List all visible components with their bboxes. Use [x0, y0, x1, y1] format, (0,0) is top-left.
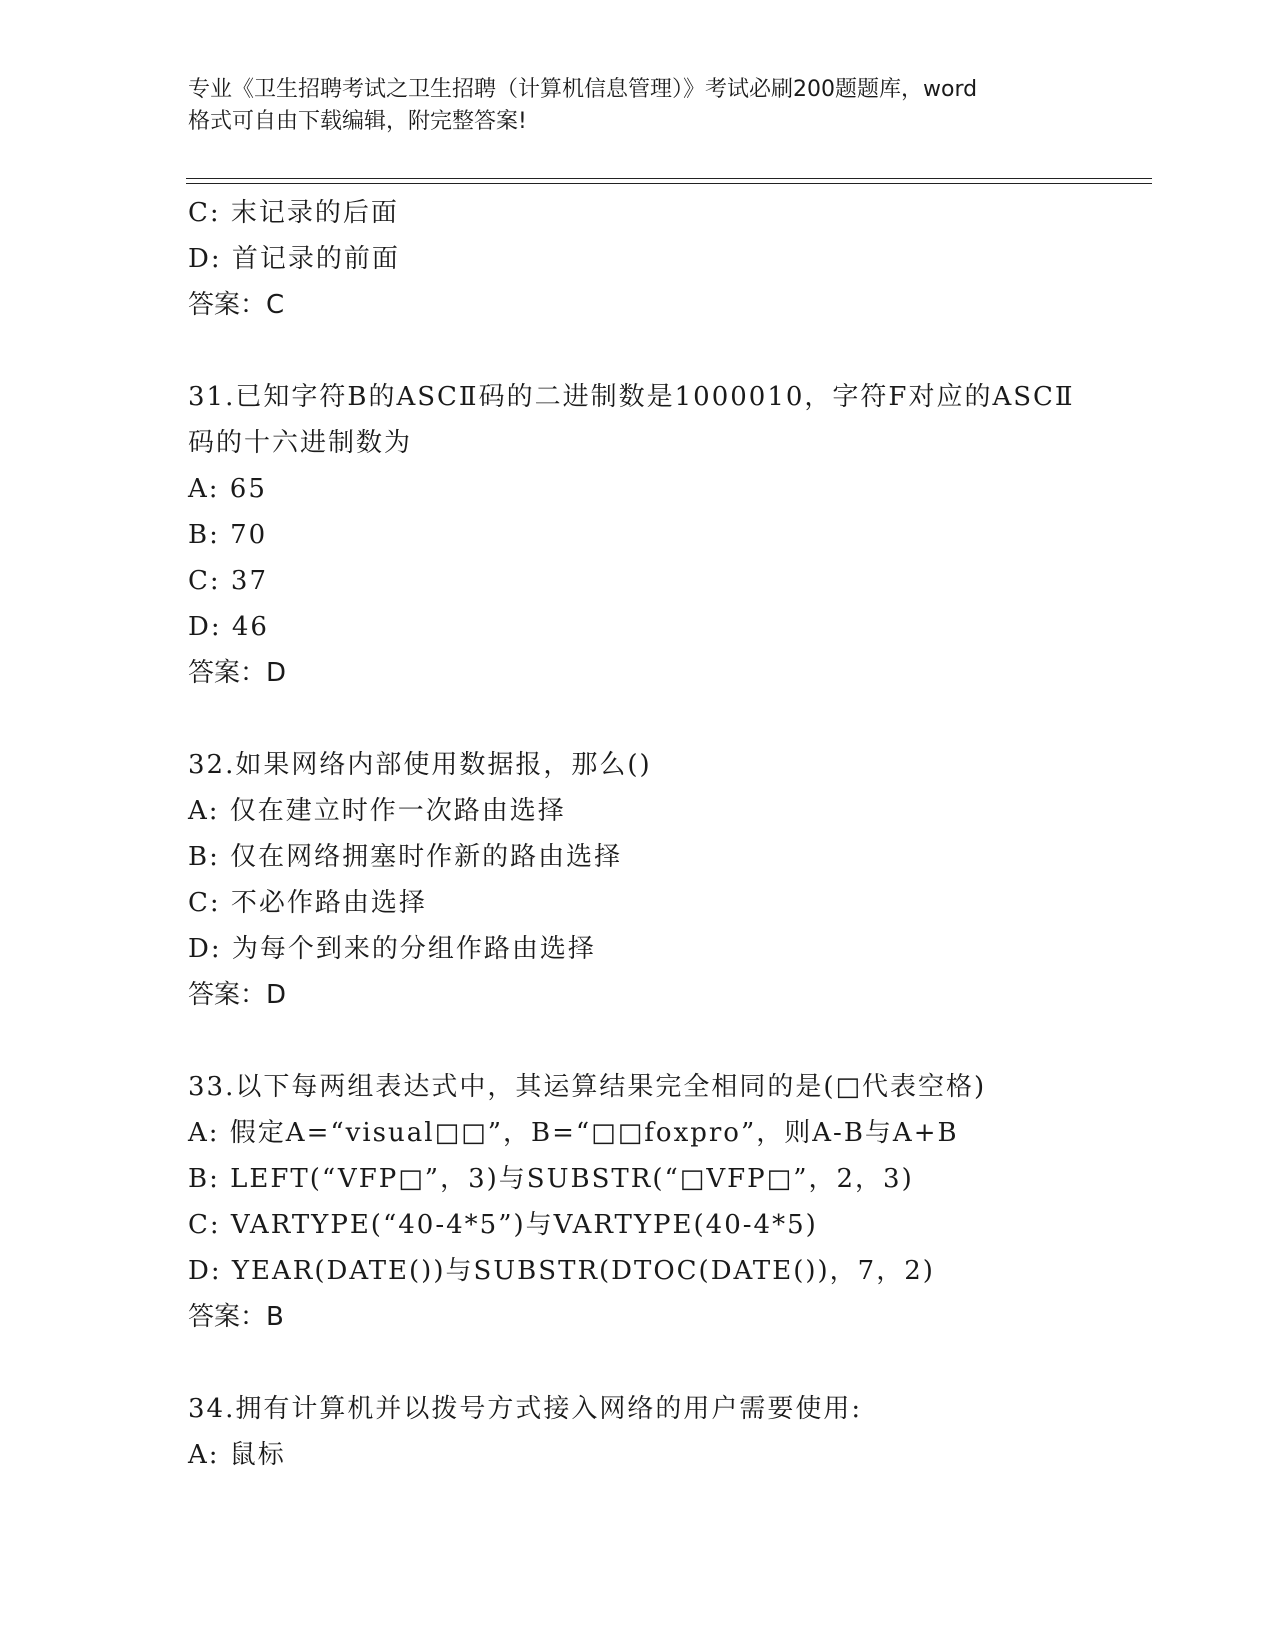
question-continuation — [188, 190, 1128, 328]
option-a: A: 65 — [188, 474, 267, 504]
answer-line: 答案：C — [188, 290, 285, 320]
question-stem: 33.以下每两组表达式中，其运算结果完全相同的是(□代表空格) — [188, 1072, 987, 1102]
option-d: D: 首记录的前面 — [188, 244, 400, 274]
option-b: B: 70 — [188, 520, 268, 550]
option-a: A: 仅在建立时作一次路由选择 — [188, 796, 566, 826]
question-stem: 34.拥有计算机并以拨号方式接入网络的用户需要使用: — [188, 1394, 863, 1424]
answer-line: 答案：D — [188, 980, 287, 1010]
option-a: A: 假定A=“visual□□”，B=“□□foxpro”，则A-B与A+B — [188, 1118, 959, 1148]
option-b: B: 仅在网络拥塞时作新的路由选择 — [188, 842, 623, 872]
question-stem: 32.如果网络内部使用数据报，那么() — [188, 750, 652, 780]
header-divider-top — [186, 178, 1152, 179]
question-33 — [188, 1064, 1128, 1340]
option-c: C: 不必作路由选择 — [188, 888, 427, 918]
option-c: C: VARTYPE(“40-4*5”)与VARTYPE(40-4*5) — [188, 1210, 818, 1240]
question-stem-continued: 码的十六进制数为 — [188, 428, 413, 458]
option-b: B: LEFT(“VFP□”，3)与SUBSTR(“□VFP□”，2，3) — [188, 1164, 914, 1194]
option-d: D: 为每个到来的分组作路由选择 — [188, 934, 596, 964]
document-header — [188, 74, 1088, 138]
header-line-1: 专业《卫生招聘考试之卫生招聘（计算机信息管理）》考试必刷200题题库，word — [188, 77, 978, 102]
option-c: C: 37 — [188, 566, 269, 596]
question-34 — [188, 1386, 1128, 1478]
option-c: C: 末记录的后面 — [188, 198, 399, 228]
answer-line: 答案：B — [188, 1302, 284, 1332]
question-list — [188, 190, 1128, 1478]
answer-line: 答案：D — [188, 658, 287, 688]
header-divider-bottom — [186, 183, 1152, 184]
question-32 — [188, 742, 1128, 1018]
option-d: D: 46 — [188, 612, 269, 642]
option-d: D: YEAR(DATE())与SUBSTR(DTOC(DATE())，7，2) — [188, 1256, 935, 1286]
header-line-2: 格式可自由下载编辑，附完整答案! — [188, 109, 527, 134]
option-a: A: 鼠标 — [188, 1440, 286, 1470]
question-31 — [188, 374, 1128, 696]
question-stem: 31.已知字符B的ASCⅡ码的二进制数是1000010，字符F对应的ASCⅡ — [188, 382, 1075, 412]
